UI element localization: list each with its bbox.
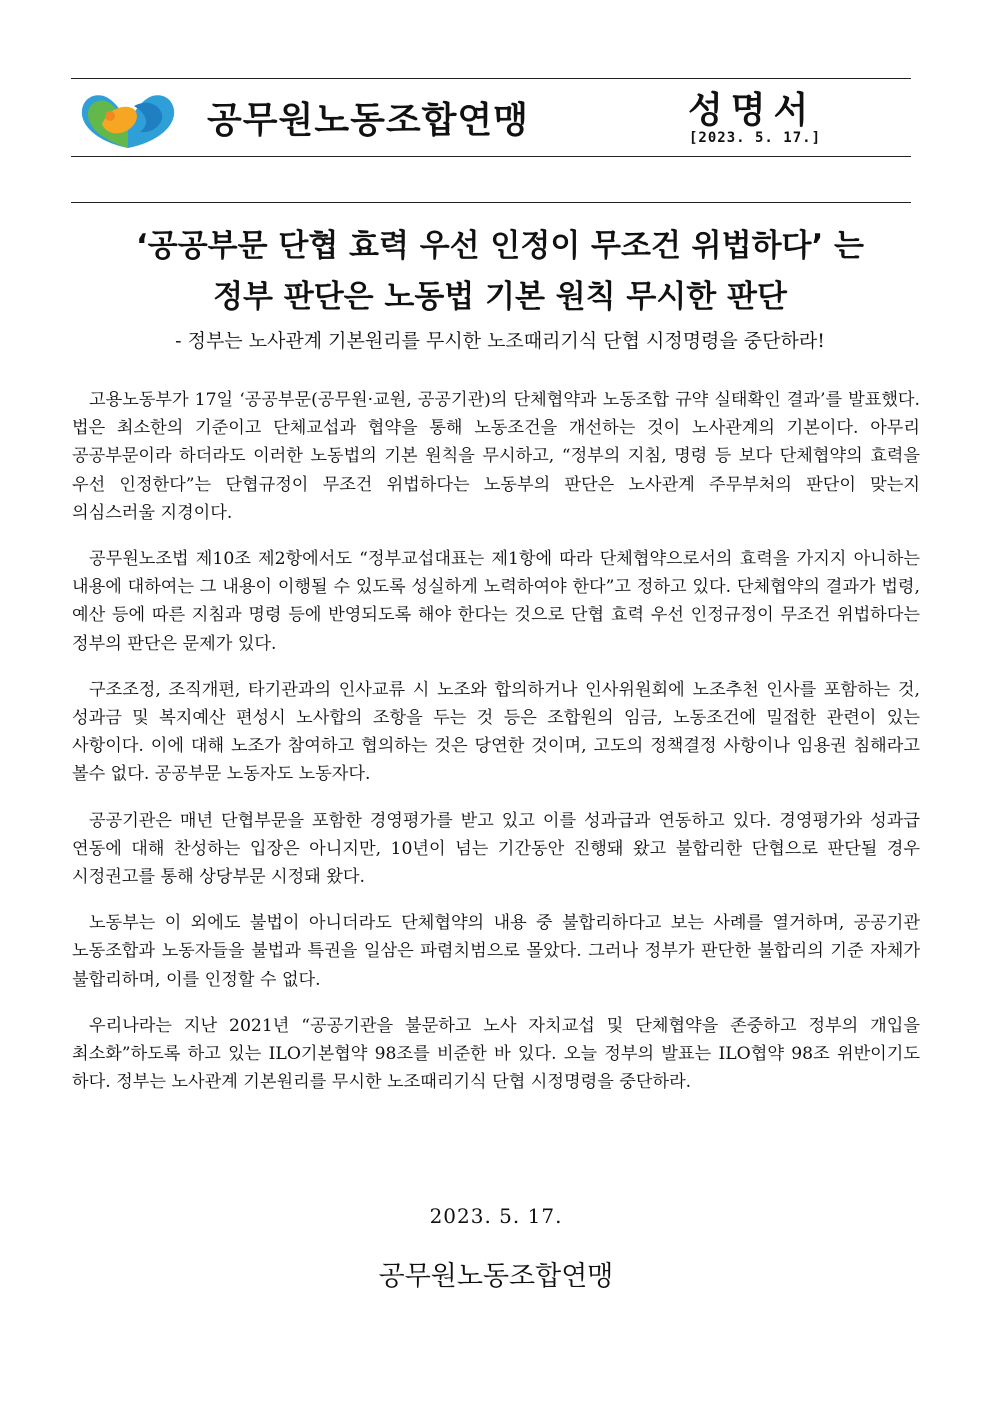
statement-body [72, 386, 920, 1114]
body-paragraph-4: 공공기관은 매년 단협부문을 포함한 경영평가를 받고 있고 이를 성과급과 연동하고 있다. 경영평가와 성과급 연동에 대해 찬성하는 입장은 아니지만, 10년이 넘는 기간동안 진행돼 왔고 불합리한 단협으로 판단될 경우 시정권고를 통해 상당부문 시정돼 왔다. [72, 810, 920, 888]
body-paragraph-6: 우리나라는 지난 2021년 “공공기관을 불문하고 노사 자치교섭 및 단체협약을 존중하고 정부의 개입을 최소화”하도록 하고 있는 ILO기본협약 98조를 비준한 바 있다. 오늘 정부의 발표는 ILO협약 98조 위반이기도 하다. 정부는 노사관계 기본원리를 무시한 노조때리기식 단협 시정명령을 중단하라. [72, 1015, 920, 1093]
header-organization-name: 공무원노동조합연맹 [207, 100, 529, 141]
body-paragraph-2: 공무원노조법 제10조 제2항에서도 “정부교섭대표는 제1항에 따라 단체협약으로서의 효력을 가지지 아니하는 내용에 대하여는 그 내용이 이행될 수 있도록 성실하게 노력하여야 한다”고 정하고 있다. 단체협약의 결과가 법령, 예산 등에 따른 지침과 명령 등에 반영되도록 해야 한다는 것으로 단협 효력 우선 인정규정이 무조건 위법하다는 정부의 판단은 문제가 있다. [72, 549, 920, 654]
header-top-rule [71, 78, 911, 79]
header-bottom-rule [71, 156, 911, 157]
body-paragraph-3: 구조조정, 조직개편, 타기관과의 인사교류 시 노조와 합의하거나 인사위원회에 노조추천 인사를 포함하는 것, 성과금 및 복지예산 편성시 노사합의 조항을 두는 것 등은 조합원의 임금, 노동조건에 밀접한 관련이 있는 사항이다. 이에 대해 노조가 참여하고 협의하는 것은 당연한 것이며, 고도의 정책결정 사항이나 임용권 침해라고 볼수 없다. 공공부문 노동자도 노동자다. [72, 679, 920, 785]
subheadline: - 정부는 노사관계 기본원리를 무시한 노조때리기식 단협 시정명령을 중단하라! [175, 330, 825, 352]
signature-date: 2023. 5. 17. [429, 1204, 563, 1228]
signature-organization: 공무원노동조합연맹 [378, 1261, 614, 1292]
union-logo [78, 86, 178, 154]
header-date: [2023. 5. 17.] [689, 130, 822, 146]
title-top-rule [71, 202, 911, 203]
headline-line-2: 정부 판단은 노동법 기본 원칙 무시한 판단 [213, 279, 787, 315]
body-paragraph-1: 고용노동부가 17일 ‘공공부문(공무원·교원, 공공기관)의 단체협약과 노동조합 규약 실태확인 결과’를 발표했다. 법은 최소한의 기준이고 단체교섭과 협약을 통해 노동조건을 개선하는 것이 노사관계의 기본이다. 아무리 공공부문이라 하더라도 이러한 노동법의 기본 원칙을 무시하고, “정부의 지침, 명령 등 보다 단체협약의 효력을 우선 인정한다”는 단협규정이 무조건 위법하다는 노동부의 판단은 노사관계 주무부처의 판단이 맞는지 의심스러울 지경이다. [72, 390, 920, 523]
document-type-label: 성명서 [688, 90, 817, 131]
headline-line-1: ‘공공부문 단협 효력 우선 인정이 무조건 위법하다’ 는 [136, 228, 864, 264]
body-paragraph-5: 노동부는 이 외에도 불법이 아니더라도 단체협약의 내용 중 불합리하다고 보는 사례를 열거하며, 공공기관 노동조합과 노동자들을 불법과 특권을 일삼은 파렴치범으로 몰았다. 그러나 정부가 판단한 불합리의 기준 자체가 불합리하며, 이를 인정할 수 없다. [72, 913, 920, 990]
